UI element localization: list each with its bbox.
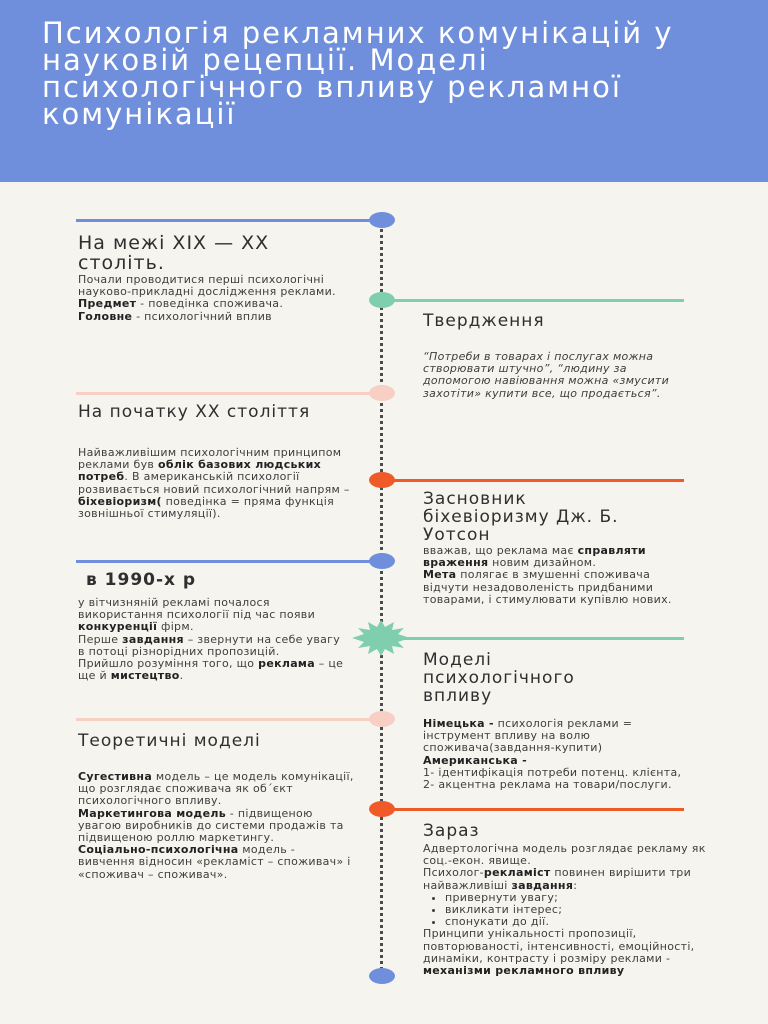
timeline-dot-orange	[369, 801, 395, 817]
timeline-connector	[380, 299, 684, 302]
timeline-spine	[380, 222, 383, 977]
timeline-dot-blue	[369, 968, 395, 984]
timeline-connector	[380, 808, 684, 811]
section-text-late-19th: Почали проводитися перші психологічні науково-прикладні дослідження реклами. Предмет - поведінка споживача. Головне - психологічний вплив	[78, 273, 336, 323]
section-heading-theoretical-models: Теоретичні моделі	[78, 731, 261, 751]
page-title: Психологія рекламних комунікацій у науковій рецепції. Моделі психологічного впливу рекламної комунікації	[42, 16, 674, 131]
timeline-dot-peach	[369, 711, 395, 727]
section-text-models: Німецька - психологія реклами = інструмент впливу на волю споживача(завдання-купити) Американська - 1- ідентифікація потреби потенц. клієнта, 2- акцентна реклама на товари/послуги.	[423, 717, 682, 792]
section-text-statement: “Потреби в товарах і послугах можна створювати штучно”, “людину за допомогою навіювання можна «змусити захотіти» купити все, що продається”.	[423, 350, 670, 400]
tasks-list	[423, 892, 709, 929]
timeline-connector	[76, 392, 382, 395]
section-text-1990s: у вітчизняній рекламі почалося використання психології під час появи конкуренції фірм. Перше завдання – звернути на себе увагу в потоці різнорідних пропозицій. Прийшло розуміння того, що реклама – це ще й мистецтво.	[78, 596, 344, 683]
section-heading-behaviorism-founder: Засновник біхевіоризму Дж. Б. Уотсон	[423, 489, 619, 545]
section-heading-early-20th: На початку ХХ століття	[78, 402, 311, 422]
section-text-behaviorism-founder: вважав, що реклама має справляти враження новим дизайном. Мета полягає в змушенні споживача відчути незадоволеність придбаними товарами, і стимулювати купівлю нових.	[423, 544, 672, 606]
timeline-connector	[380, 479, 684, 482]
timeline-connector	[380, 637, 684, 640]
section-heading-now: Зараз	[423, 821, 480, 841]
timeline-connector	[76, 718, 382, 721]
timeline-connector	[76, 560, 382, 563]
starburst-icon	[352, 620, 410, 656]
timeline-dot-peach	[369, 385, 395, 401]
section-heading-models: Моделі психологічного впливу	[423, 650, 575, 706]
section-text-now: Адвертологічна модель розглядає рекламу як соц.-екон. явище. Психолог-рекламіст повинен вирішити три найважливіші завдання: • привернути увагу; • викликати інтерес; • спонукати до дії. Принципи унікальності пропозиції, повторюваності, інтенсивності, емоційності, динаміки, контрасту і розміру реклами - механізми рекламного впливу	[423, 843, 709, 977]
list-item: • викликати інтерес;	[445, 904, 709, 916]
section-text-early-20th: Найважливішим психологічним принципом реклами був облік базових людських потреб. В американській психології розвивається новий психологічний напрям – біхевіоризм( поведінка = пряма функція зовнішньої стимуляції).	[78, 446, 350, 521]
timeline-connector	[76, 219, 382, 222]
section-heading-late-19th: На межі XIX — XX століть.	[78, 232, 270, 274]
list-item: • привернути увагу;	[445, 892, 709, 904]
section-heading-1990s: в 1990-х р	[86, 570, 197, 590]
timeline-dot-blue	[369, 212, 395, 228]
timeline-dot-green	[369, 292, 395, 308]
timeline-dot-blue	[369, 553, 395, 569]
header-banner	[0, 0, 768, 182]
timeline-dot-orange	[369, 472, 395, 488]
section-text-theoretical-models: Сугестивна модель – це модель комунікації, що розглядає споживача як об´єкт психологічного впливу. Маркетингова модель - підвищеною увагою виробників до системи продажів та підвищеною роллю маркетингу. Соціально-психологічна модель - вивчення відносин «рекламіст – споживач» і «споживач – споживач».	[78, 770, 354, 881]
list-item: • спонукати до дії.	[445, 916, 709, 928]
section-heading-statement: Твердження	[423, 311, 545, 331]
